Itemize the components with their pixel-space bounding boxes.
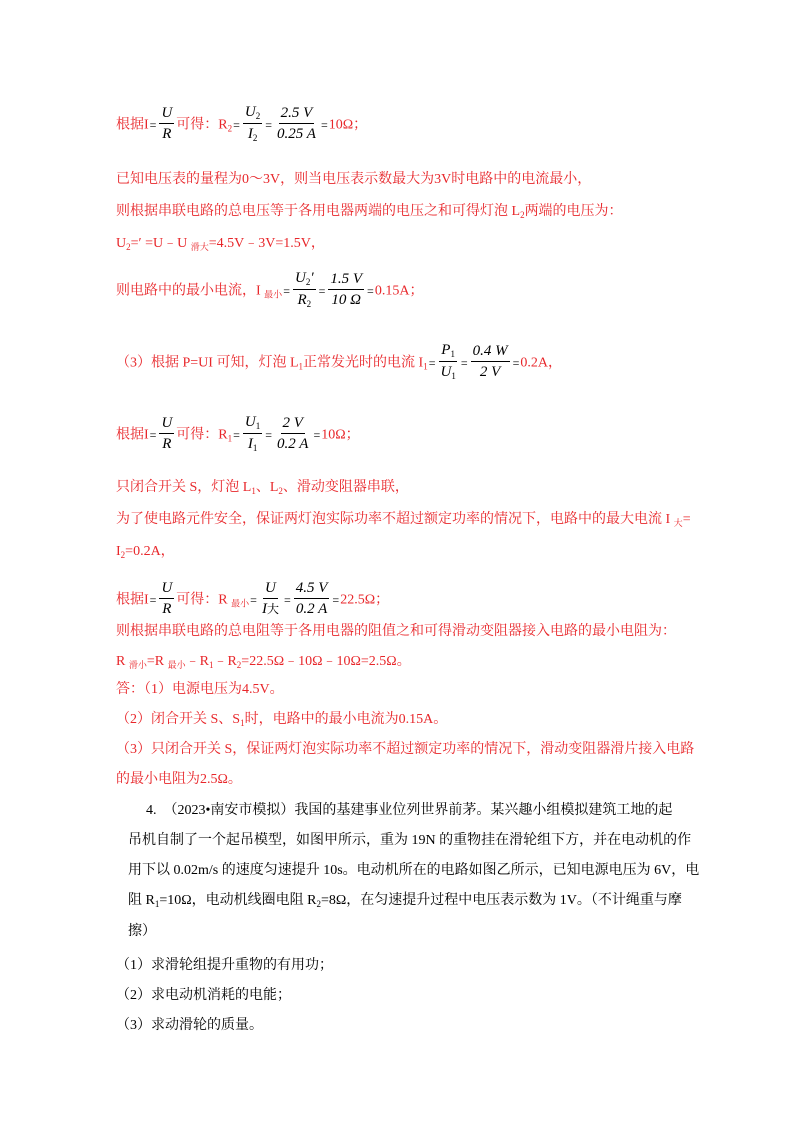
subscript: 1 [423, 361, 428, 372]
text: 根据I [116, 592, 149, 608]
numerator: 4.5 V [294, 578, 330, 599]
subscript: 1 [298, 361, 304, 372]
equals: = [283, 283, 290, 298]
text: 只闭合开关 S，灯泡 L [116, 480, 252, 495]
numerator [243, 412, 262, 434]
numerator: 0.4 W [471, 341, 510, 362]
text: 可得：R [176, 592, 232, 608]
subscript: 滑小 [128, 660, 147, 670]
equals: = [265, 427, 273, 442]
fraction-values [294, 578, 330, 619]
problem-4-line [128, 891, 682, 914]
numerator: U [159, 413, 174, 434]
formula-line-rmin [116, 580, 389, 621]
problem-4-line: 擦） [128, 924, 156, 939]
text: ﹣R [213, 654, 237, 669]
subscript: 2 [316, 899, 321, 909]
equals: = [233, 117, 240, 132]
text: U [244, 414, 256, 430]
equals: = [320, 117, 328, 132]
text: 、滑动变阻器串联， [282, 480, 409, 495]
text: 则电路中的最小电流，I [116, 283, 265, 299]
text: ﹣R [185, 654, 209, 669]
subscript: 1 [251, 486, 256, 496]
equals: = [428, 355, 436, 370]
text: 根据I [116, 117, 149, 133]
equals: = [512, 355, 520, 370]
subscript: 2 [255, 111, 261, 121]
fraction-u1-i1 [243, 412, 262, 455]
text: 10Ω； [328, 117, 368, 133]
text: U [244, 104, 256, 120]
equals: = [149, 592, 157, 607]
text: =R [146, 654, 168, 669]
denominator: R [162, 126, 172, 142]
equals: = [460, 355, 468, 370]
fraction-u-r [159, 578, 174, 619]
denominator: 0.25 A [277, 126, 316, 142]
subscript: 最小 [167, 660, 186, 670]
formula-line-r1 [116, 414, 360, 457]
text: I [261, 601, 267, 617]
paragraph-line [116, 652, 411, 675]
text: 0.2A， [520, 355, 562, 371]
text: I [247, 436, 253, 452]
question-item: （1）求滑轮组提升重物的有用功； [116, 958, 333, 973]
paragraph-line [116, 202, 623, 225]
subscript: 1 [154, 899, 160, 909]
text: = [682, 512, 691, 527]
denominator: 0.2 A [277, 436, 309, 452]
text: 可得：R [176, 117, 228, 133]
fraction-u2prime-r2 [293, 268, 316, 311]
text: R [116, 654, 129, 669]
equals: = [149, 427, 157, 442]
text: =4.5V﹣3V=1.5V， [208, 236, 325, 251]
text: 0.15A； [374, 283, 424, 299]
text: =0.2A， [125, 544, 175, 559]
text: 两端的电压为： [524, 204, 623, 219]
answer-line: （3）只闭合开关 S，保证两灯泡实际功率不超过额定功率的情况下，滑动变阻器滑片接入电路 [116, 742, 695, 757]
denominator: R [162, 601, 172, 617]
text: =22.5Ω﹣10Ω﹣10Ω=2.5Ω。 [241, 654, 411, 669]
text: （3）根据 P=UI 可知，灯泡 L [116, 355, 299, 371]
paragraph-line: 则根据串联电路的总电阻等于各用电器的阻值之和可得滑动变阻器接入电路的最小电阻为： [116, 624, 676, 639]
numerator: 1.5 V [328, 269, 364, 290]
equals: = [313, 427, 321, 442]
text: 时，电路中的最小电流为0.15A。 [244, 712, 448, 727]
answer-line: 的最小电阻为2.5Ω。 [116, 772, 242, 787]
text: U [294, 270, 306, 286]
fraction-values [275, 103, 318, 144]
text: 为了使电路元件安全，保证两灯泡实际功率不超过额定功率的情况下，电路中的最大电流 I [116, 512, 674, 527]
subscript: 1 [255, 421, 261, 431]
denominator [295, 290, 313, 311]
text: 则根据串联电路的总电压等于各用电器两端的电压之和可得灯泡 L [116, 204, 521, 219]
answer-line [116, 710, 447, 733]
question-item: （3）求动滑轮的质量。 [116, 1018, 263, 1033]
fraction-u-imax [260, 578, 281, 619]
subscript: 最小 [264, 289, 283, 300]
equals: = [265, 117, 273, 132]
text: R [297, 292, 307, 308]
formula-line-i1 [116, 342, 562, 385]
paragraph-line [116, 510, 691, 533]
paragraph-line [116, 542, 175, 565]
text: 可得：R [176, 427, 228, 443]
equals: = [332, 592, 340, 607]
subscript: 2 [306, 299, 312, 309]
subscript: 2 [520, 210, 525, 220]
text: U [116, 236, 127, 251]
numerator [439, 340, 457, 362]
question-item: （2）求电动机消耗的电能； [116, 988, 291, 1003]
fraction-p1-u1 [438, 340, 457, 383]
equals: = [367, 283, 374, 298]
denominator [438, 362, 457, 383]
numerator: U [159, 578, 174, 599]
problem-4-line: 用下以 0.02m/s 的速度匀速提升 10s。电动机所在的电路如图乙所示，已知电源电压为 6V，电 [128, 863, 700, 878]
fraction-values [471, 341, 510, 382]
denominator: 0.2 A [295, 601, 328, 617]
subscript: 1 [252, 443, 258, 453]
prime: ′ [310, 270, 314, 286]
numerator: U [263, 578, 278, 599]
numerator: U [159, 103, 174, 124]
denominator [246, 124, 260, 145]
paragraph-line: 已知电压表的量程为0～3V，则当电压表示数最大为3V时电路中的电流最小， [116, 172, 592, 187]
text: 10Ω； [321, 427, 360, 443]
subscript: 2 [120, 550, 126, 560]
numerator: 2 V [281, 413, 305, 434]
subscript: 2 [278, 486, 283, 496]
subscript: 1 [227, 433, 233, 444]
fraction-u-r [159, 413, 174, 454]
text: P [441, 342, 451, 358]
equals: = [250, 592, 257, 607]
problem-4-line: 4. （2023•南安市模拟）我国的基建事业位列世界前茅。某兴趣小组模拟建筑工地的起 [146, 803, 673, 818]
subscript: 滑大 [190, 242, 209, 252]
subscript: 2 [305, 277, 311, 287]
fraction-u-r [159, 103, 174, 144]
text: 22.5Ω； [340, 592, 390, 608]
fraction-values [328, 269, 364, 310]
equals: = [149, 117, 157, 132]
denominator [260, 599, 281, 619]
subscript: 1 [208, 660, 214, 670]
denominator: 10 Ω [331, 292, 362, 308]
subscript: 1 [451, 371, 456, 381]
subscript: 2 [227, 123, 233, 134]
denominator [246, 434, 260, 455]
formula-line-r2 [116, 104, 367, 147]
paragraph-line [116, 234, 325, 257]
subscript: 最小 [231, 598, 250, 609]
subscript: 1 [240, 718, 245, 728]
text: 阻 R [128, 893, 155, 908]
equals: = [283, 592, 291, 607]
subscript: 1 [450, 349, 455, 359]
answer-line: 答：（1）电源电压为4.5V。 [116, 682, 284, 697]
text: I [247, 126, 253, 142]
denominator: R [162, 436, 172, 452]
subscript: 2 [126, 242, 131, 252]
equals: = [233, 427, 240, 442]
numerator [243, 102, 262, 124]
fraction-values [275, 413, 310, 454]
fraction-u2-i2 [243, 102, 262, 145]
text: （2）闭合开关 S、S [116, 712, 241, 727]
formula-line-imin [116, 270, 423, 313]
paragraph-line [116, 478, 409, 501]
text: 、L [255, 480, 279, 495]
subscript: 2 [252, 133, 258, 143]
subscript: 大 [673, 518, 683, 528]
text: =10Ω，电动机线圈电阻 R [159, 893, 317, 908]
problem-4-line: 吊机自制了一个起吊模型，如图甲所示，重为 19N 的重物挂在滑轮组下方，并在电动机的作 [128, 833, 692, 848]
text: U [440, 364, 452, 380]
subscript: 大 [266, 602, 279, 616]
numerator: 2.5 V [279, 103, 315, 124]
numerator [293, 268, 316, 290]
text: =8Ω，在匀速提升过程中电压表示数为 1V。（不计绳重与摩 [320, 893, 682, 908]
subscript: 2 [236, 660, 242, 670]
equals: = [318, 283, 326, 298]
text: =′ =U﹣U [130, 236, 191, 251]
text: 正常发光时的电流 I [303, 355, 424, 371]
text: 根据I [116, 427, 149, 443]
text: I [116, 544, 121, 559]
denominator: 2 V [479, 364, 501, 380]
